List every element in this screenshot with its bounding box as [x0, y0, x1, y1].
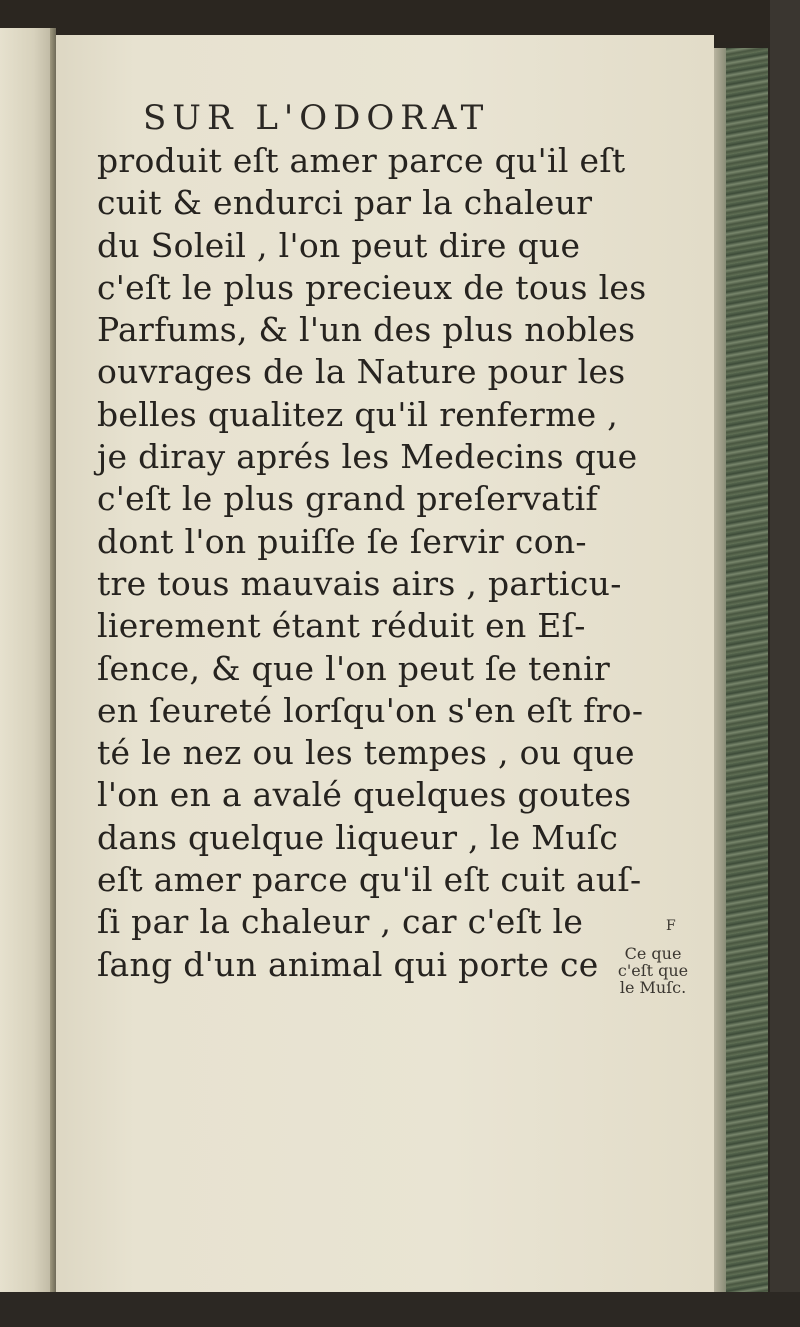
binding-edge — [0, 28, 56, 1298]
marginal-note-line: Ce que — [624, 944, 682, 963]
running-title: SUR L'ODORAT — [143, 98, 490, 138]
text-line: ſi par la chaleur , car c'eſt le — [97, 902, 584, 942]
text-line: c'eſt le plus precieux de tous les — [97, 267, 647, 307]
text-line: du Soleil , l'on peut dire que — [97, 225, 581, 265]
signature-mark: F — [666, 918, 676, 934]
text-line: dans quelque liqueur , le Muſc — [97, 817, 619, 857]
text-line: eſt amer parce qu'il eſt cuit auſ- — [97, 860, 642, 900]
marginal-note-line: c'eſt que — [617, 961, 689, 980]
text-line: ſence, & que l'on peut ſe tenir — [97, 648, 611, 688]
text-line: en ſeureté lorſqu'on s'en eſt fro- — [97, 690, 644, 730]
text-line: tre tous mauvais airs , particu- — [97, 563, 622, 603]
text-line: produit eſt amer parce qu'il eſt — [97, 141, 626, 180]
marginal-note-line: le Muſc. — [619, 978, 687, 997]
marginal-note — [598, 945, 708, 996]
page-body — [97, 140, 657, 986]
text-line: cuit & endurci par la chaleur — [97, 183, 593, 223]
text-line: je diray aprés les Medecins que — [97, 437, 638, 477]
text-line: Parfums, & l'un des plus nobles — [97, 310, 636, 350]
text-line: belles qualitez qu'il renferme , — [97, 394, 619, 434]
text-line: l'on en a avalé quelques goutes — [97, 775, 632, 815]
text-line: dont l'on puiſſe ſe ſervir con- — [97, 521, 587, 561]
next-page-edge — [712, 48, 768, 1293]
text-line: ſang d'un animal qui porte ce — [97, 944, 599, 984]
text-line: té le nez ou les tempes , ou que — [97, 733, 635, 773]
text-line: lierement étant réduit en Eſ- — [97, 606, 586, 646]
scan-background-bottom — [0, 1292, 800, 1327]
scan-background-right — [770, 0, 800, 1327]
text-line: c'eſt le plus grand preſervatif — [97, 479, 599, 519]
text-line: ouvrages de la Nature pour les — [97, 352, 626, 392]
